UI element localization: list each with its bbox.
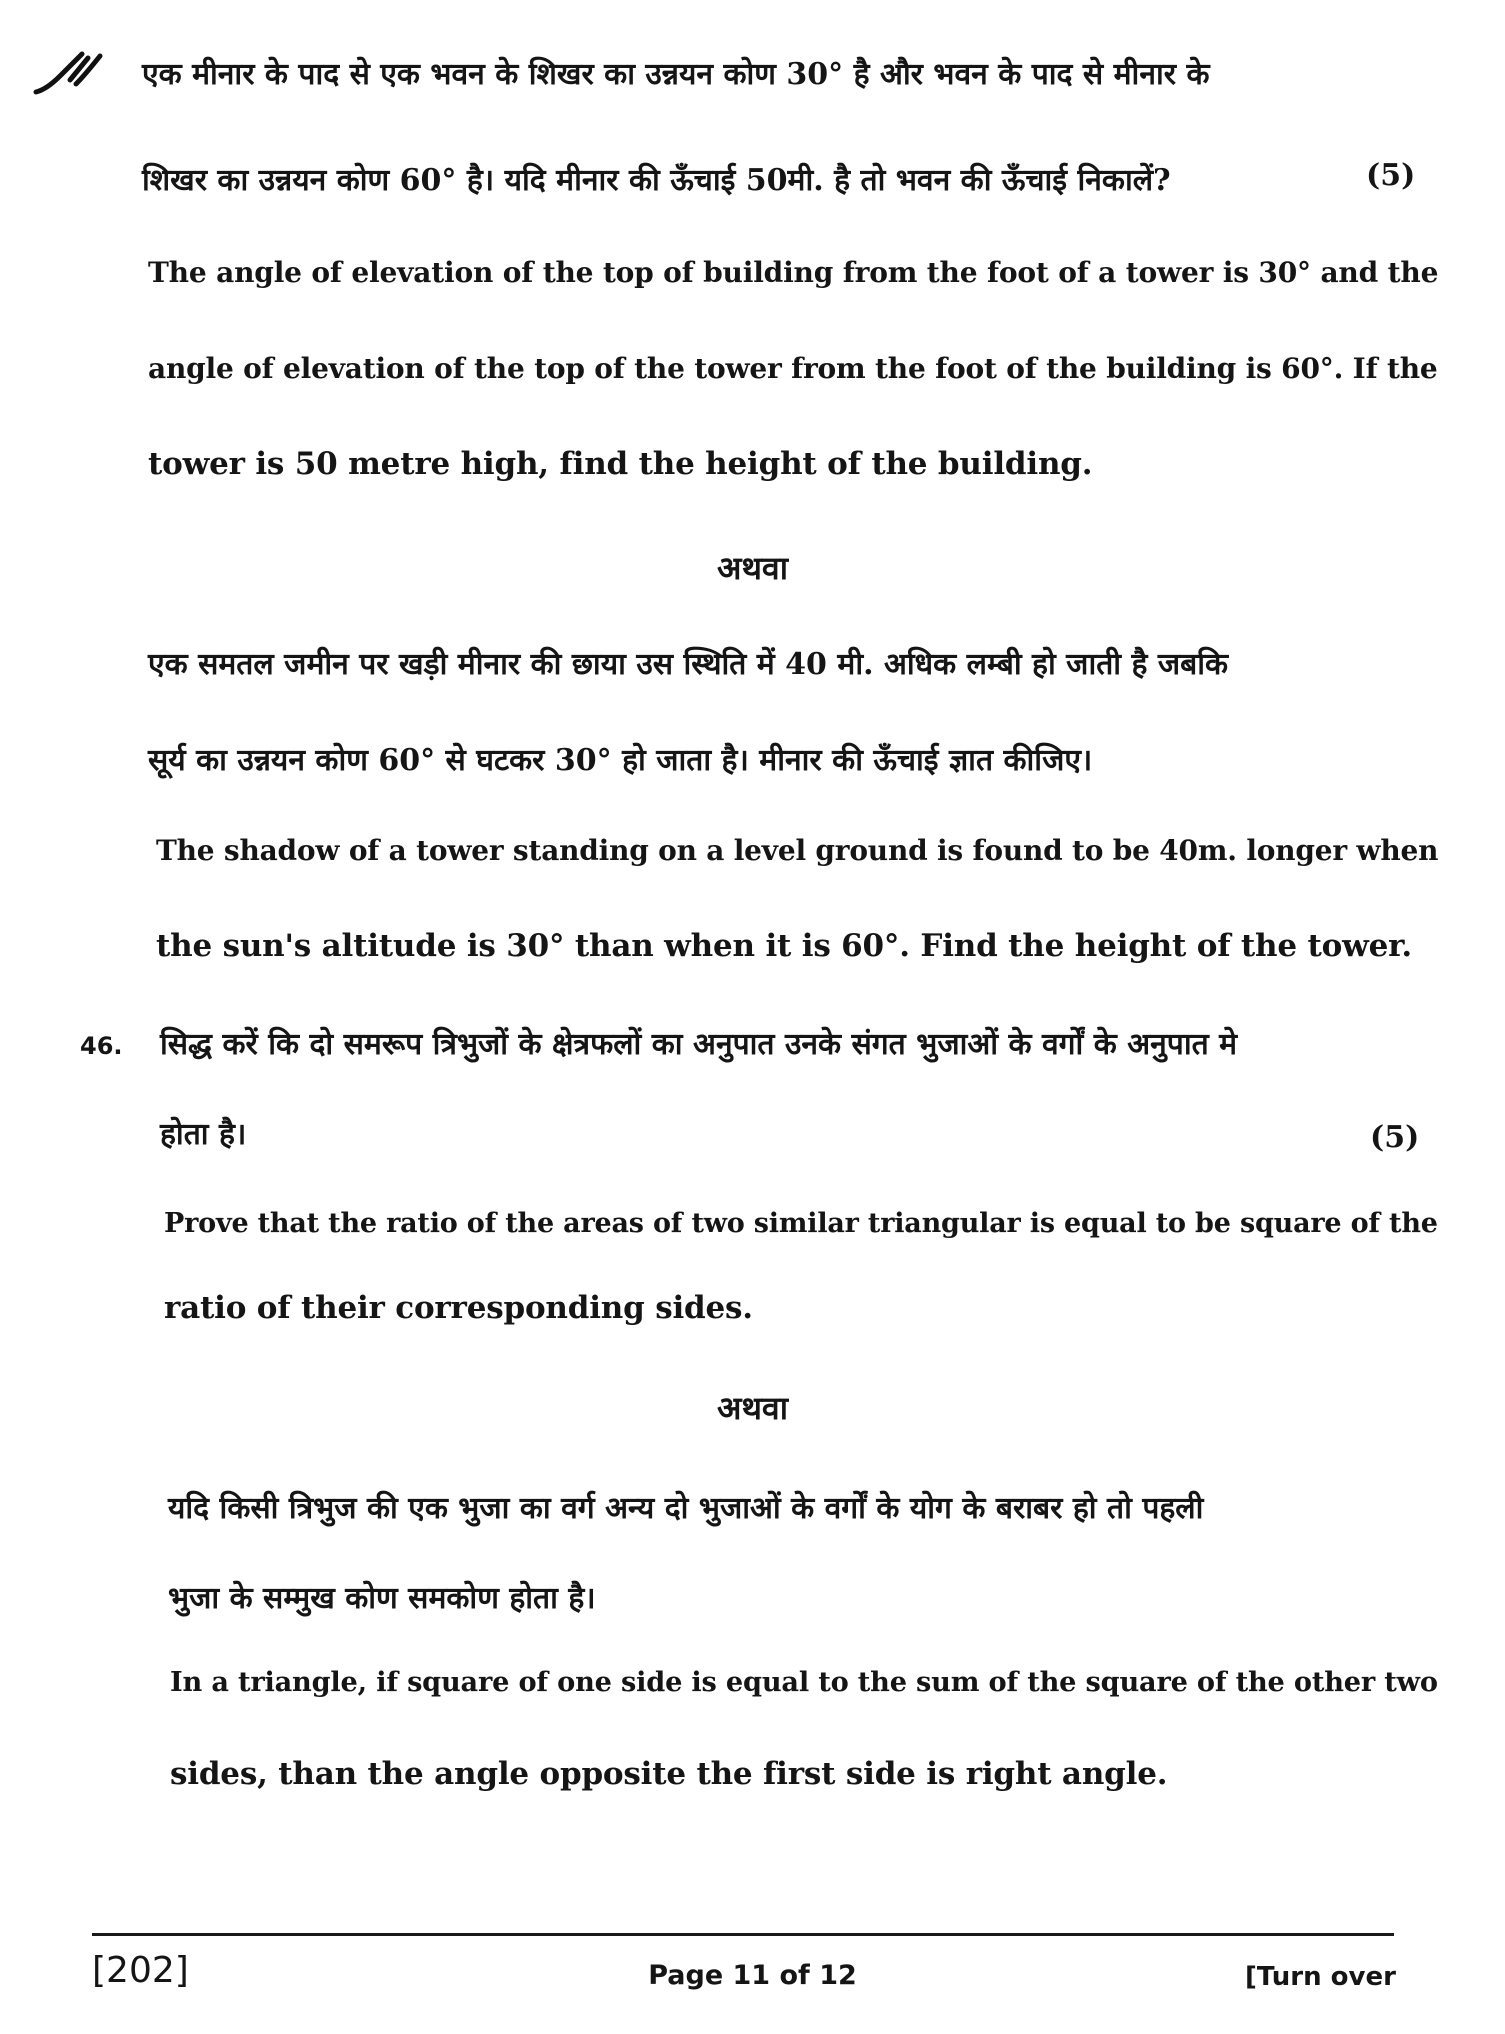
q45-or-label: अथवा bbox=[717, 549, 788, 587]
q45-hindi-line-2: शिखर का उन्नयन कोण 60° है। यदि मीनार की ऊँचाई 50मी. है तो भवन की ऊँचाई निकालें? bbox=[142, 163, 1171, 198]
handwritten-tick-mark bbox=[30, 40, 110, 110]
q46-alt-english-line-1: In a triangle, if square of one side is equal to the sum of the square of the other two bbox=[170, 1666, 1438, 1698]
q46-english-line-2: ratio of their corresponding sides. bbox=[164, 1290, 753, 1326]
q45-english-line-3: tower is 50 metre high, find the height of the building. bbox=[148, 446, 1093, 482]
q46-marks: (5) bbox=[1370, 1120, 1420, 1155]
q46-alt-hindi-line-1: यदि किसी त्रिभुज की एक भुजा का वर्ग अन्य दो भुजाओं के वर्गों के योग के बराबर हो तो पहली bbox=[168, 1491, 1204, 1526]
q45-hindi-line-1: एक मीनार के पाद से एक भवन के शिखर का उन्नयन कोण 30° है और भवन के पाद से मीनार के bbox=[142, 57, 1210, 92]
q46-alt-hindi-line-2: भुजा के सम्मुख कोण समकोण होता है। bbox=[168, 1581, 596, 1616]
q45-english-line-2: angle of elevation of the top of the tower from the foot of the building is 60°. If the bbox=[148, 352, 1438, 385]
q45-alt-hindi-line-1: एक समतल जमीन पर खड़ी मीनार की छाया उस स्थिति में 40 मी. अधिक लम्बी हो जाती है जबकि bbox=[148, 647, 1229, 682]
q46-or-label: अथवा bbox=[717, 1389, 788, 1427]
turn-over-note: [Turn over bbox=[1245, 1962, 1396, 1992]
q46-hindi-line-2: होता है। bbox=[160, 1117, 247, 1152]
page-number: Page 11 of 12 bbox=[648, 1960, 857, 1991]
footer-divider bbox=[92, 1933, 1394, 1936]
paper-code: [202] bbox=[92, 1950, 189, 1991]
q46-english-line-1: Prove that the ratio of the areas of two similar triangular is equal to be square of the bbox=[164, 1208, 1438, 1239]
q45-alt-hindi-line-2: सूर्य का उन्नयन कोण 60° से घटकर 30° हो जाता है। मीनार की ऊँचाई ज्ञात कीजिए। bbox=[148, 743, 1093, 778]
q46-hindi-line-1: सिद्ध करें कि दो समरूप त्रिभुजों के क्षेत्रफलों का अनुपात उनके संगत भुजाओं के वर्गों के अनुपात मे bbox=[160, 1027, 1238, 1062]
q46-alt-english-line-2: sides, than the angle opposite the first side is right angle. bbox=[170, 1756, 1168, 1792]
q45-alt-english-line-1: The shadow of a tower standing on a level ground is found to be 40m. longer when bbox=[156, 834, 1439, 867]
q46-number: 46. bbox=[80, 1032, 123, 1060]
q45-marks: (5) bbox=[1366, 158, 1416, 193]
q45-english-line-1: The angle of elevation of the top of building from the foot of a tower is 30° and the bbox=[148, 256, 1439, 289]
q45-alt-english-line-2: the sun's altitude is 30° than when it is 60°. Find the height of the tower. bbox=[156, 928, 1412, 964]
